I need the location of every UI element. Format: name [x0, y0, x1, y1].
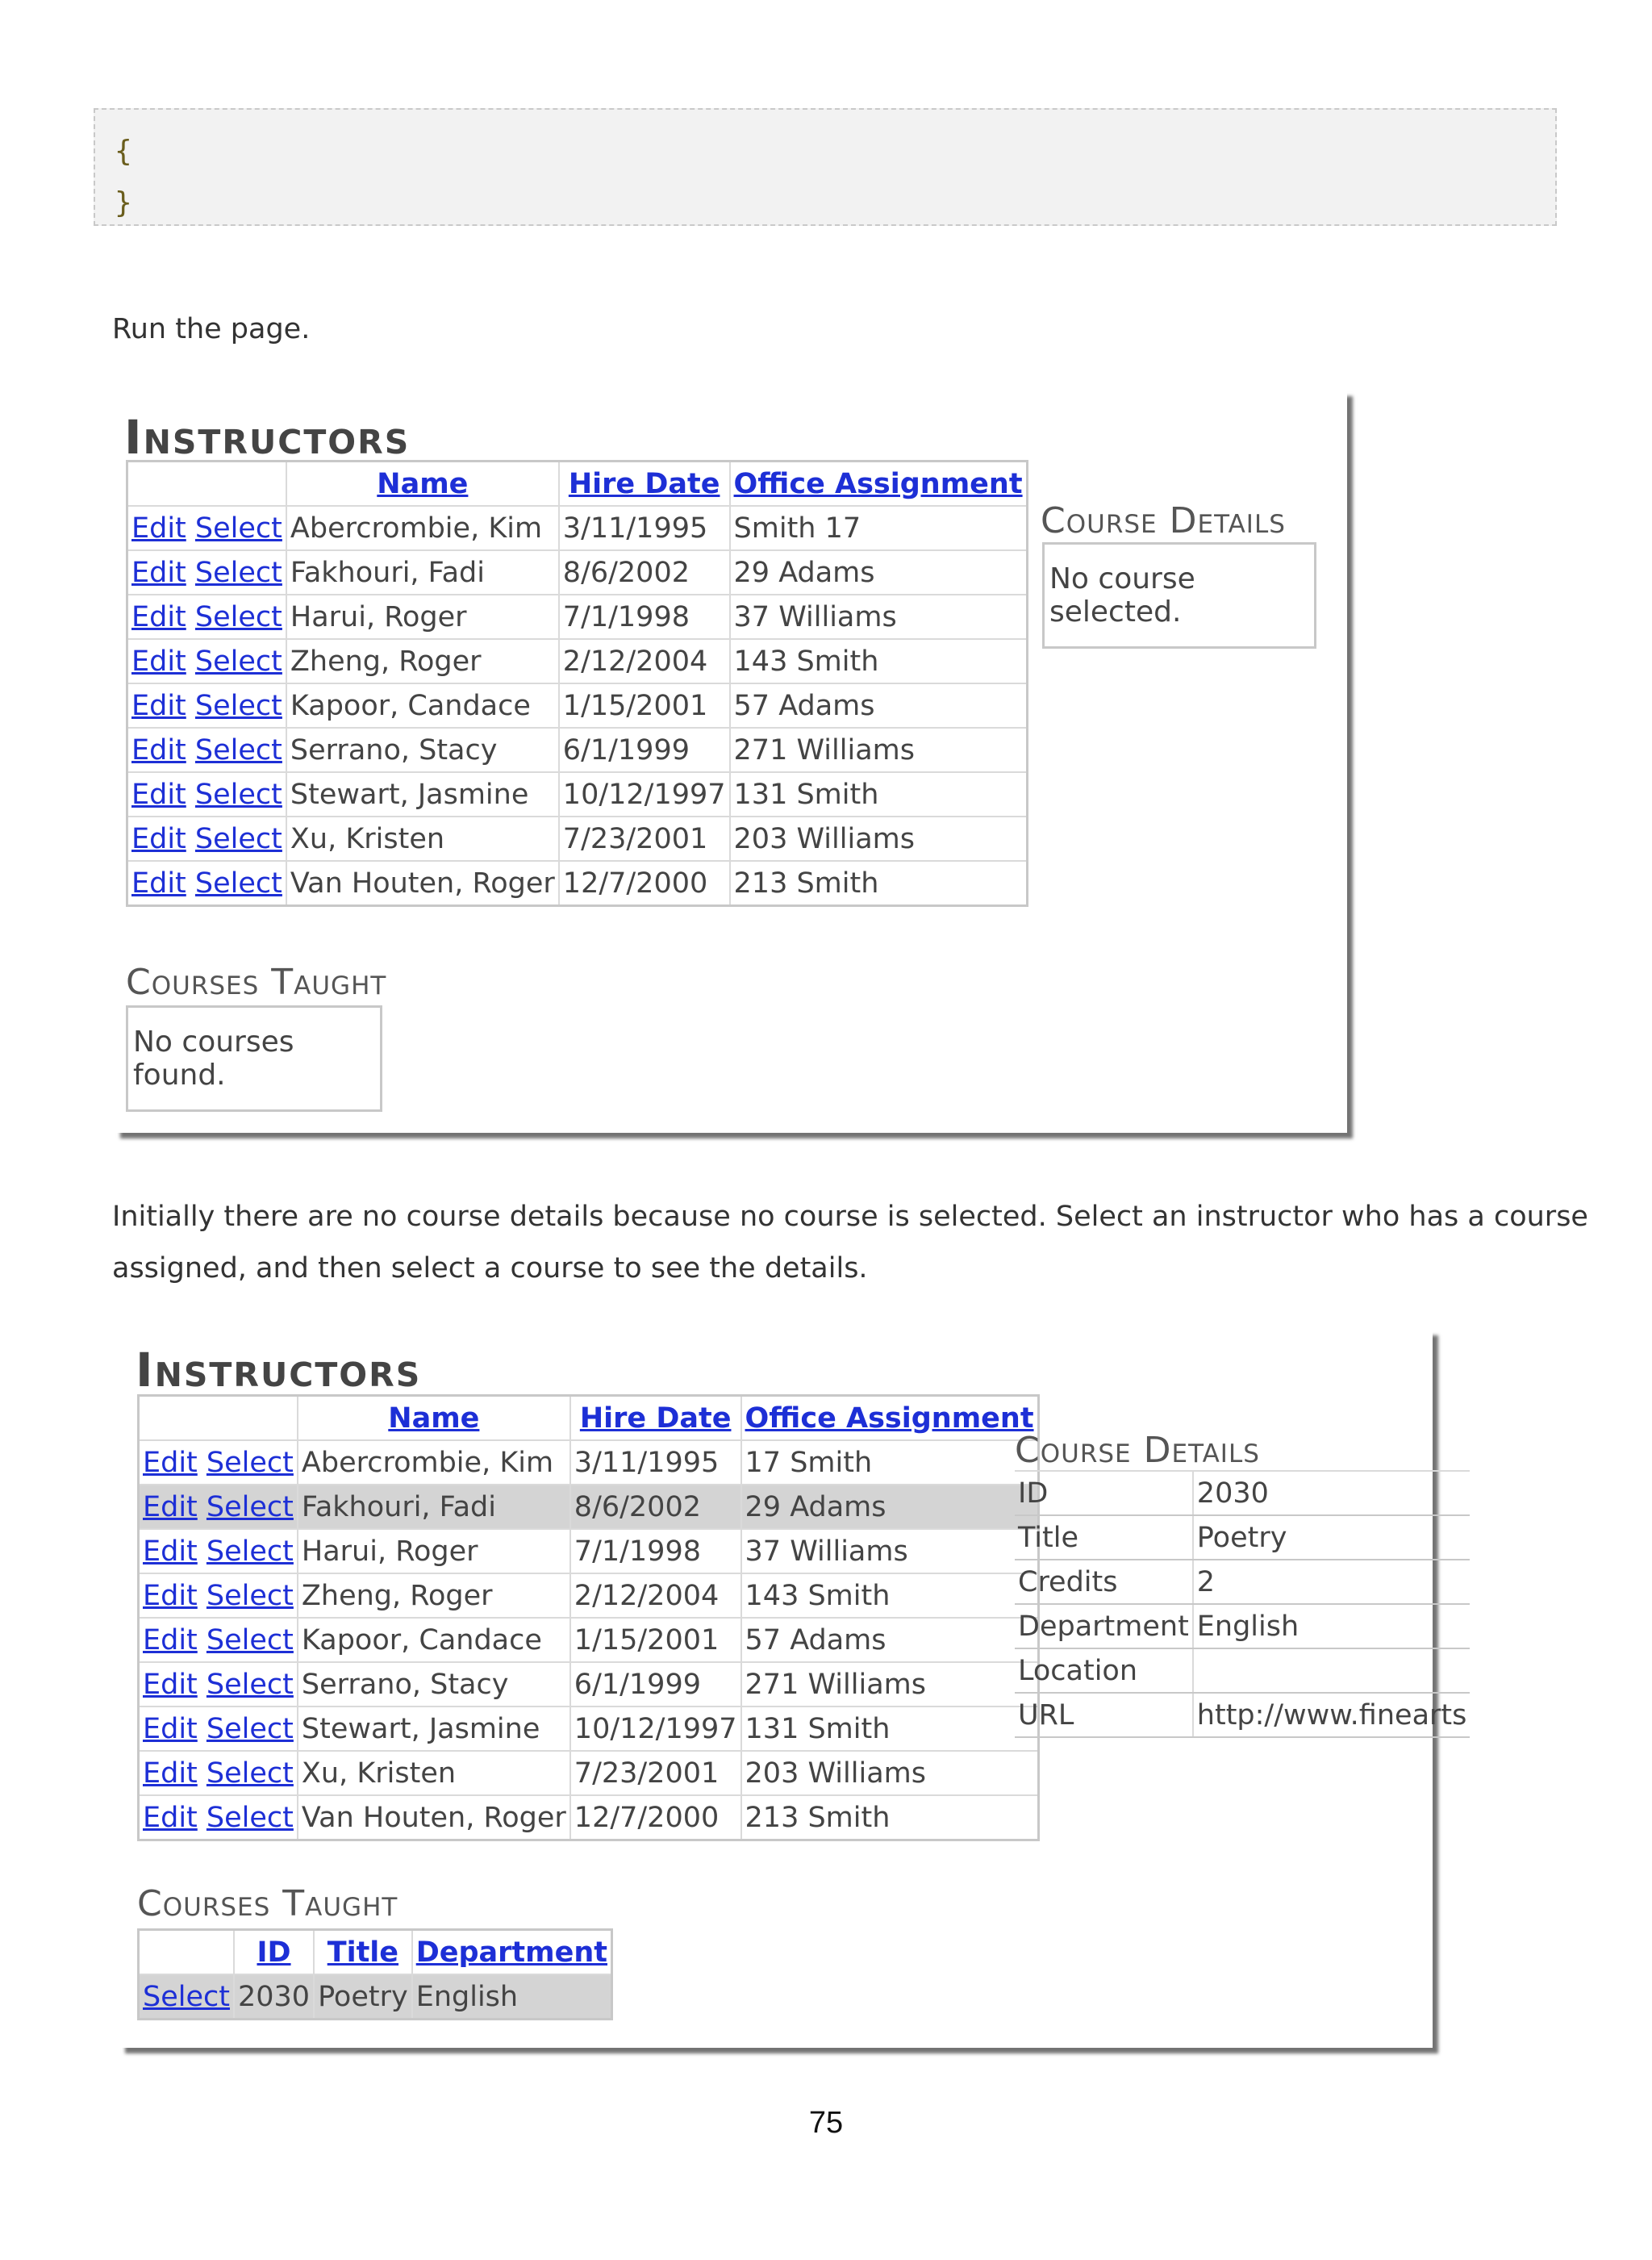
instructor-name: Stewart, Jasmine [286, 772, 559, 817]
instructors-title: Instructors [124, 410, 411, 465]
instructor-office: 271 Williams [730, 728, 1028, 772]
instructor-office: 143 Smith [741, 1573, 1039, 1618]
course-details-body [1015, 1471, 1470, 1737]
instructor-name: Serrano, Stacy [298, 1662, 570, 1706]
instructor-actions [127, 506, 286, 550]
instructor-actions [127, 728, 286, 772]
no-courses-found: No courses found. [126, 1005, 382, 1112]
no-course-selected: No course selected. [1042, 542, 1316, 649]
instructor-name: Zheng, Roger [286, 639, 559, 683]
instructor-hire-date: 10/12/1997 [570, 1706, 741, 1751]
detail-label: ID [1015, 1471, 1193, 1515]
instructor-office: 29 Adams [730, 550, 1028, 595]
courses-header-actions [139, 1930, 234, 1975]
grid-header-row [139, 1396, 1039, 1441]
detail-row [1015, 1604, 1470, 1648]
instructor-row [139, 1529, 1039, 1573]
instructor-office: 131 Smith [741, 1706, 1039, 1751]
edit-link[interactable]: Edit [131, 733, 186, 767]
courses-header-department[interactable]: Department [412, 1930, 612, 1975]
instructor-name: Van Houten, Roger [298, 1795, 570, 1840]
course-details-view [1015, 1470, 1467, 1738]
course-department: English [412, 1974, 612, 2020]
select-link[interactable]: Select [194, 512, 282, 545]
instructor-actions [127, 772, 286, 817]
instructor-row [127, 772, 1028, 817]
courses-header-row [139, 1930, 612, 1975]
course-select-link[interactable]: Select [143, 1980, 230, 2013]
instructor-hire-date: 6/1/1999 [570, 1662, 741, 1706]
edit-link[interactable]: Edit [131, 822, 186, 855]
select-link[interactable]: Select [206, 1579, 294, 1612]
instructor-row [139, 1795, 1039, 1840]
screenshot-1 [115, 391, 1347, 1133]
detail-label: URL [1015, 1693, 1193, 1737]
instructor-actions [127, 639, 286, 683]
detail-value: Poetry [1193, 1515, 1471, 1560]
instructor-row [139, 1485, 1039, 1529]
instructor-name: Kapoor, Candace [298, 1618, 570, 1662]
instructor-office: 213 Smith [741, 1795, 1039, 1840]
instructor-office: 131 Smith [730, 772, 1028, 817]
instructor-row [139, 1751, 1039, 1795]
instructor-actions [139, 1706, 298, 1751]
detail-row [1015, 1648, 1470, 1693]
courses-taught-title: Courses Taught [137, 1883, 398, 1924]
instructor-row [127, 861, 1028, 906]
select-link[interactable]: Select [194, 867, 282, 900]
edit-link[interactable]: Edit [131, 645, 186, 678]
instructor-name: Van Houten, Roger [286, 861, 559, 906]
select-link[interactable]: Select [206, 1446, 294, 1479]
page-number: 75 [808, 2106, 844, 2140]
detail-value [1193, 1648, 1471, 1693]
instructor-actions [139, 1485, 298, 1529]
instructor-hire-date: 7/1/1998 [559, 595, 730, 639]
instructor-hire-date: 3/11/1995 [570, 1440, 741, 1485]
instructor-name: Xu, Kristen [286, 817, 559, 861]
grid-header-name[interactable]: Name [298, 1396, 570, 1441]
instructor-office: 203 Williams [730, 817, 1028, 861]
instructor-actions [139, 1751, 298, 1795]
detail-row [1015, 1515, 1470, 1560]
instructor-office: 57 Adams [730, 683, 1028, 728]
instructor-name: Harui, Roger [298, 1529, 570, 1573]
edit-link[interactable]: Edit [131, 600, 186, 633]
course-details-title: Course Details [1015, 1430, 1260, 1471]
grid-header-actions [127, 462, 286, 507]
edit-link[interactable]: Edit [143, 1446, 198, 1479]
edit-link[interactable]: Edit [131, 867, 186, 900]
detail-value: English [1193, 1604, 1471, 1648]
instructor-actions [127, 683, 286, 728]
instructor-row [139, 1440, 1039, 1485]
select-link[interactable]: Select [206, 1623, 294, 1656]
instructor-office: 203 Williams [741, 1751, 1039, 1795]
instructor-hire-date: 7/1/1998 [570, 1529, 741, 1573]
instructor-row [127, 506, 1028, 550]
instructor-hire-date: 6/1/1999 [559, 728, 730, 772]
instructor-name: Abercrombie, Kim [298, 1440, 570, 1485]
detail-label: Department [1015, 1604, 1193, 1648]
edit-link[interactable]: Edit [131, 689, 186, 722]
instructors-grid-body [139, 1440, 1039, 1840]
instructor-office: 213 Smith [730, 861, 1028, 906]
instructor-row [139, 1618, 1039, 1662]
instructor-name: Xu, Kristen [298, 1751, 570, 1795]
select-link[interactable]: Select [206, 1801, 294, 1834]
instructor-name: Stewart, Jasmine [298, 1706, 570, 1751]
instructor-name: Serrano, Stacy [286, 728, 559, 772]
instructor-actions [139, 1662, 298, 1706]
explain-text-line2: assigned, and then select a course to see the details. [112, 1252, 868, 1285]
courses-taught-title: Courses Taught [126, 962, 387, 1003]
grid-header-office[interactable]: Office Assignment [741, 1396, 1039, 1441]
select-link[interactable]: Select [194, 689, 282, 722]
instructors-title: Instructors [136, 1343, 422, 1397]
instructor-actions [127, 595, 286, 639]
instructor-hire-date: 8/6/2002 [559, 550, 730, 595]
grid-header-office[interactable]: Office Assignment [730, 462, 1028, 507]
instructor-hire-date: 1/15/2001 [559, 683, 730, 728]
instructor-actions [127, 550, 286, 595]
detail-row [1015, 1693, 1470, 1737]
grid-header-hire-date[interactable]: Hire Date [570, 1396, 741, 1441]
instructor-name: Harui, Roger [286, 595, 559, 639]
instructor-hire-date: 7/23/2001 [559, 817, 730, 861]
instructor-row [127, 639, 1028, 683]
detail-row [1015, 1560, 1470, 1604]
screenshot-2 [119, 1330, 1467, 2048]
instructor-actions [139, 1795, 298, 1840]
instructor-actions [127, 817, 286, 861]
grid-header-name[interactable]: Name [286, 462, 559, 507]
course-title: Poetry [314, 1974, 412, 2020]
instructor-office: 271 Williams [741, 1662, 1039, 1706]
courses-taught-grid [137, 1928, 613, 2020]
select-link[interactable]: Select [194, 778, 282, 811]
courses-header-id[interactable]: ID [234, 1930, 314, 1975]
instructor-hire-date: 8/6/2002 [570, 1485, 741, 1529]
select-link[interactable]: Select [206, 1757, 294, 1790]
code-line: { [115, 135, 132, 168]
instructor-hire-date: 12/7/2000 [570, 1795, 741, 1840]
instructor-row [127, 550, 1028, 595]
instructor-name: Abercrombie, Kim [286, 506, 559, 550]
select-link[interactable]: Select [194, 822, 282, 855]
edit-link[interactable]: Edit [143, 1623, 198, 1656]
instructor-actions [139, 1618, 298, 1662]
detail-label: Title [1015, 1515, 1193, 1560]
instructor-hire-date: 2/12/2004 [570, 1573, 741, 1618]
select-link[interactable]: Select [194, 733, 282, 767]
explain-text-line1: Initially there are no course details because no course is selected. Select an instructor who has a course [112, 1201, 1588, 1233]
detail-value: http://www.finearts [1193, 1693, 1471, 1737]
edit-link[interactable]: Edit [131, 778, 186, 811]
edit-link[interactable]: Edit [143, 1668, 198, 1701]
instructor-hire-date: 10/12/1997 [559, 772, 730, 817]
edit-link[interactable]: Edit [143, 1490, 198, 1523]
edit-link[interactable]: Edit [143, 1757, 198, 1790]
instructors-grid [137, 1394, 1040, 1841]
instructor-hire-date: 1/15/2001 [570, 1618, 741, 1662]
detail-value: 2030 [1193, 1471, 1471, 1515]
select-link[interactable]: Select [206, 1668, 294, 1701]
select-link[interactable]: Select [206, 1535, 294, 1568]
instructor-actions [139, 1440, 298, 1485]
instructor-row [127, 595, 1028, 639]
course-details-title: Course Details [1041, 500, 1286, 541]
grid-header-hire-date[interactable]: Hire Date [559, 462, 730, 507]
select-link[interactable]: Select [206, 1490, 294, 1523]
instructor-office: 37 Williams [730, 595, 1028, 639]
instructor-office: 29 Adams [741, 1485, 1039, 1529]
instructor-hire-date: 7/23/2001 [570, 1751, 741, 1795]
select-link[interactable]: Select [206, 1712, 294, 1745]
instructor-name: Fakhouri, Fadi [286, 550, 559, 595]
edit-link[interactable]: Edit [143, 1712, 198, 1745]
run-text: Run the page. [112, 313, 311, 345]
instructor-row [127, 817, 1028, 861]
select-link[interactable]: Select [194, 645, 282, 678]
code-line: } [115, 186, 132, 219]
detail-row [1015, 1471, 1470, 1515]
edit-link[interactable]: Edit [143, 1579, 198, 1612]
instructor-office: 17 Smith [741, 1440, 1039, 1485]
edit-link[interactable]: Edit [131, 512, 186, 545]
detail-value: 2 [1193, 1560, 1471, 1604]
instructor-row [139, 1662, 1039, 1706]
edit-link[interactable]: Edit [131, 556, 186, 589]
instructor-row [127, 728, 1028, 772]
edit-link[interactable]: Edit [143, 1535, 198, 1568]
instructor-name: Kapoor, Candace [286, 683, 559, 728]
code-block [94, 108, 1557, 226]
detail-label: Location [1015, 1648, 1193, 1693]
instructor-office: 57 Adams [741, 1618, 1039, 1662]
instructor-office: Smith 17 [730, 506, 1028, 550]
instructor-name: Zheng, Roger [298, 1573, 570, 1618]
instructor-office: 37 Williams [741, 1529, 1039, 1573]
instructor-name: Fakhouri, Fadi [298, 1485, 570, 1529]
instructor-actions [127, 861, 286, 906]
instructors-grid [126, 460, 1028, 907]
instructors-grid-body [127, 506, 1028, 906]
detail-label: Credits [1015, 1560, 1193, 1604]
instructor-row [139, 1573, 1039, 1618]
instructor-actions [139, 1573, 298, 1618]
instructor-row [139, 1706, 1039, 1751]
course-actions [139, 1974, 234, 2020]
course-row [139, 1974, 612, 2020]
instructor-office: 143 Smith [730, 639, 1028, 683]
instructor-hire-date: 2/12/2004 [559, 639, 730, 683]
select-link[interactable]: Select [194, 556, 282, 589]
courses-header-title[interactable]: Title [314, 1930, 412, 1975]
edit-link[interactable]: Edit [143, 1801, 198, 1834]
instructor-row [127, 683, 1028, 728]
instructor-actions [139, 1529, 298, 1573]
instructor-hire-date: 3/11/1995 [559, 506, 730, 550]
select-link[interactable]: Select [194, 600, 282, 633]
instructor-hire-date: 12/7/2000 [559, 861, 730, 906]
course-id: 2030 [234, 1974, 314, 2020]
courses-taught-body [139, 1974, 612, 2020]
grid-header-row [127, 462, 1028, 507]
grid-header-actions [139, 1396, 298, 1441]
